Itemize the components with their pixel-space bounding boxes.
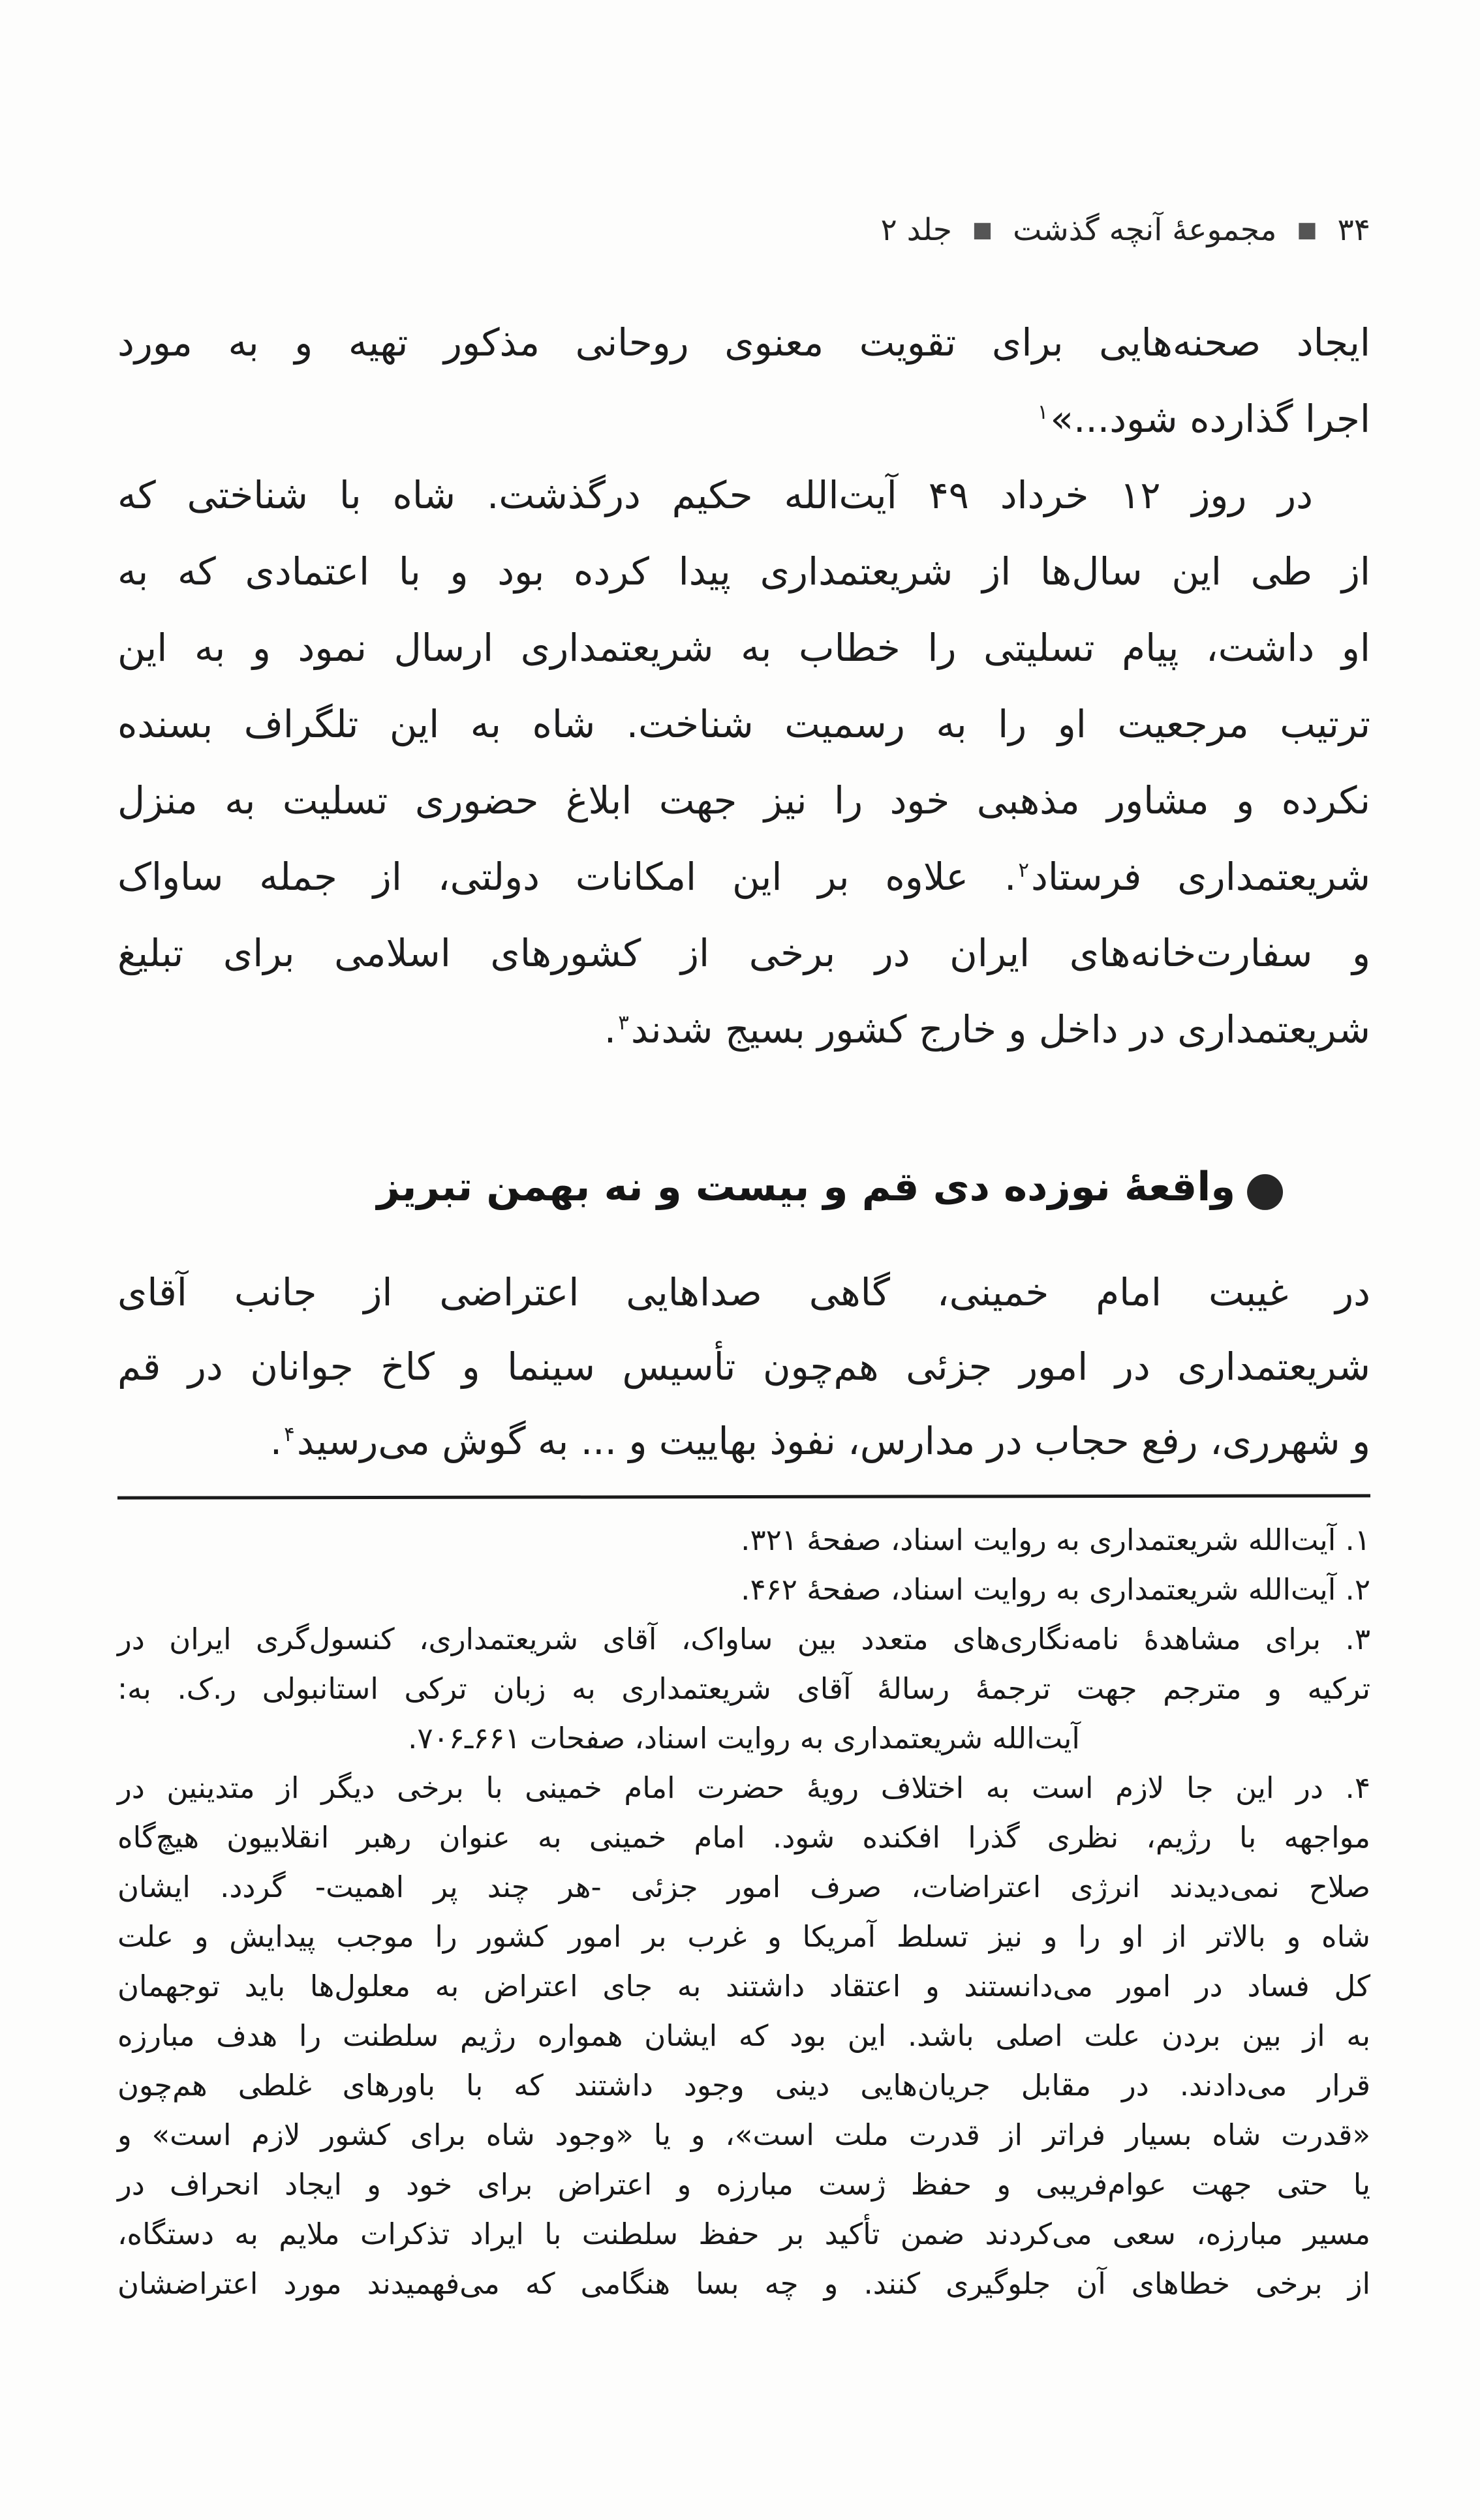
footnote-line: یا حتی جهت عوام‌فریبی و حفظ ژست مبارزه و اعتراض برای خود و ایجاد انحراف در [117, 2167, 1370, 2202]
footnote-line: از برخی خطاهای آن جلوگیری کنند. و چه بسا هنگامی که می‌فهمیدند مورد اعتراضشان [117, 2266, 1370, 2301]
body-line: در روز ۱۲ خرداد ۴۹ آیت‌الله حکیم درگذشت. شاه با شناختی که [117, 473, 1313, 517]
paragraph-protests [117, 1255, 1370, 1478]
footnote-1 [117, 1515, 1370, 1565]
paragraph-quote-continuation [117, 305, 1370, 457]
footnote-separator-rule [117, 1494, 1370, 1499]
page-number: ۳۴ [1337, 212, 1370, 248]
body-line-text: شریعتمداری فرستاد [1031, 855, 1371, 899]
page-body [117, 305, 1370, 1478]
footnotes [117, 1515, 1370, 2309]
body-line: ترتیب مرجعیت او را به رسمیت شناخت. شاه به این تلگراف بسنده [117, 702, 1370, 746]
footnote-line: مواجهه با رژیم، نظری گذرا افکنده شود. امام خمینی به عنوان رهبر انقلابیون هیچ‌گاه [117, 1820, 1370, 1855]
section-heading-text: واقعهٔ نوزده دی قم و بیست و نه بهمن تبریز [377, 1164, 1236, 1210]
footnote-4 [117, 1763, 1370, 2309]
running-header [117, 211, 1370, 249]
footnote-line: شاه و بالاتر از او را و نیز تسلط آمریکا و غرب بر امور کشور را موجب پیدایش و علت [117, 1919, 1370, 1954]
body-line: ایجاد صحنه‌هایی برای تقویت معنوی روحانی مذکور تهیه و به مورد [117, 320, 1370, 365]
body-line-text: شریعتمداری در داخل و خارج کشور بسیج شدند [630, 1007, 1370, 1052]
body-line-text: . [270, 1419, 283, 1463]
body-line: در غیبت امام خمینی، گاهی صداهایی اعتراضی از جانب آقای [117, 1270, 1370, 1314]
body-line-text: و شهرری، رفع حجاب در مدارس، نفوذ بهاییت و ... به گوش می‌رسید [296, 1419, 1370, 1463]
footnote-line: «قدرت شاه بسیار فراتر از قدرت ملت است»، و یا «وجود شاه برای کشور لازم است» و [117, 2118, 1370, 2152]
body-line-text: اجرا گذارده شود...» [1050, 397, 1370, 441]
footnote-3 [117, 1615, 1370, 1763]
square-separator-icon: ■ [972, 217, 993, 242]
footnote-line: ۴. در این جا لازم است به اختلاف رویهٔ حضرت امام خمینی با برخی دیگر از متدینین در [117, 1770, 1370, 1805]
footnote-line: ۲. آیت‌الله شریعتمداری به روایت اسناد، صفحهٔ ۴۶۲. [741, 1572, 1370, 1607]
volume-label: جلد ۲ [880, 212, 952, 248]
body-line: نکرده و مشاور مذهبی خود را نیز جهت ابلاغ حضوری تسلیت به منزل [117, 778, 1370, 823]
body-line-text: . [604, 1007, 617, 1052]
footnote-ref-1: ۱ [1037, 400, 1049, 424]
footnote-line: صلاح نمی‌دیدند انرژی اعتراضات، صرف امور جزئی -هر چند پر اهمیت- گردد. ایشان [117, 1870, 1370, 1904]
footnote-2 [117, 1565, 1370, 1615]
body-line: او داشت، پیام تسلیتی را خطاب به شریعتمداری ارسال نمود و به این [117, 626, 1370, 670]
footnote-citation-line: آیت‌الله شریعتمداری به روایت اسناد، صفحات ۶۶۱ـ۷۰۶. [408, 1721, 1080, 1755]
footnote-line: قرار می‌دادند. در مقابل جریان‌هایی دینی وجود داشتند که با باورهای غلطی هم‌چون [117, 2068, 1370, 2103]
footnote-line: ترکیه و مترجم جهت ترجمهٔ رسالهٔ آقای شریعتمداری به زبان ترکی استانبولی ر.ک. به: [117, 1671, 1370, 1706]
section-heading [117, 1138, 1370, 1237]
bullet-icon: ● [1244, 1161, 1286, 1215]
footnote-line: کل فساد در امور می‌دانستند و اعتقاد داشتند به جای اعتراض به معلول‌ها باید توجهمان [117, 1969, 1370, 2003]
body-line [117, 1404, 1370, 1478]
body-line [117, 992, 1370, 1068]
body-line-text: . علاوه بر این امکانات دولتی، از جمله ساواک [117, 855, 1017, 899]
footnote-line: مسیر مبارزه، سعی می‌کردند ضمن تأکید بر حفظ سلطنت با ایراد تذکرات ملایم به دستگاه، [117, 2217, 1370, 2251]
footnote-ref-2: ۲ [1018, 858, 1030, 882]
square-separator-icon: ■ [1297, 217, 1318, 242]
footnote-ref-3: ۳ [618, 1010, 629, 1035]
body-line: و سفارت‌خانه‌های ایران در برخی از کشورهای اسلامی برای تبلیغ [117, 931, 1370, 975]
footnote-line: ۱. آیت‌الله شریعتمداری به روایت اسناد، صفحهٔ ۳۲۱. [741, 1523, 1370, 1557]
body-line [117, 839, 1370, 915]
body-line: شریعتمداری در امور جزئی هم‌چون تأسیس سینما و کاخ جوانان در قم [117, 1344, 1370, 1389]
paragraph-shah-telegram [117, 457, 1370, 1068]
body-line [117, 381, 1370, 457]
footnote-line: به از بین بردن علت اصلی باشد. این بود که ایشان همواره رژیم سلطنت را هدف مبارزه [117, 2018, 1370, 2053]
footnote-line: ۳. برای مشاهدهٔ نامه‌نگاری‌های متعدد بین ساواک، آقای شریعتمداری، کنسول‌گری ایران در [117, 1622, 1370, 1656]
footnote-ref-4: ۴ [284, 1422, 295, 1446]
body-line: از طی این سال‌ها از شریعتمداری پیدا کرده بود و با اعتمادی که به [117, 549, 1370, 594]
book-title: مجموعهٔ آنچه گذشت [1013, 212, 1277, 248]
